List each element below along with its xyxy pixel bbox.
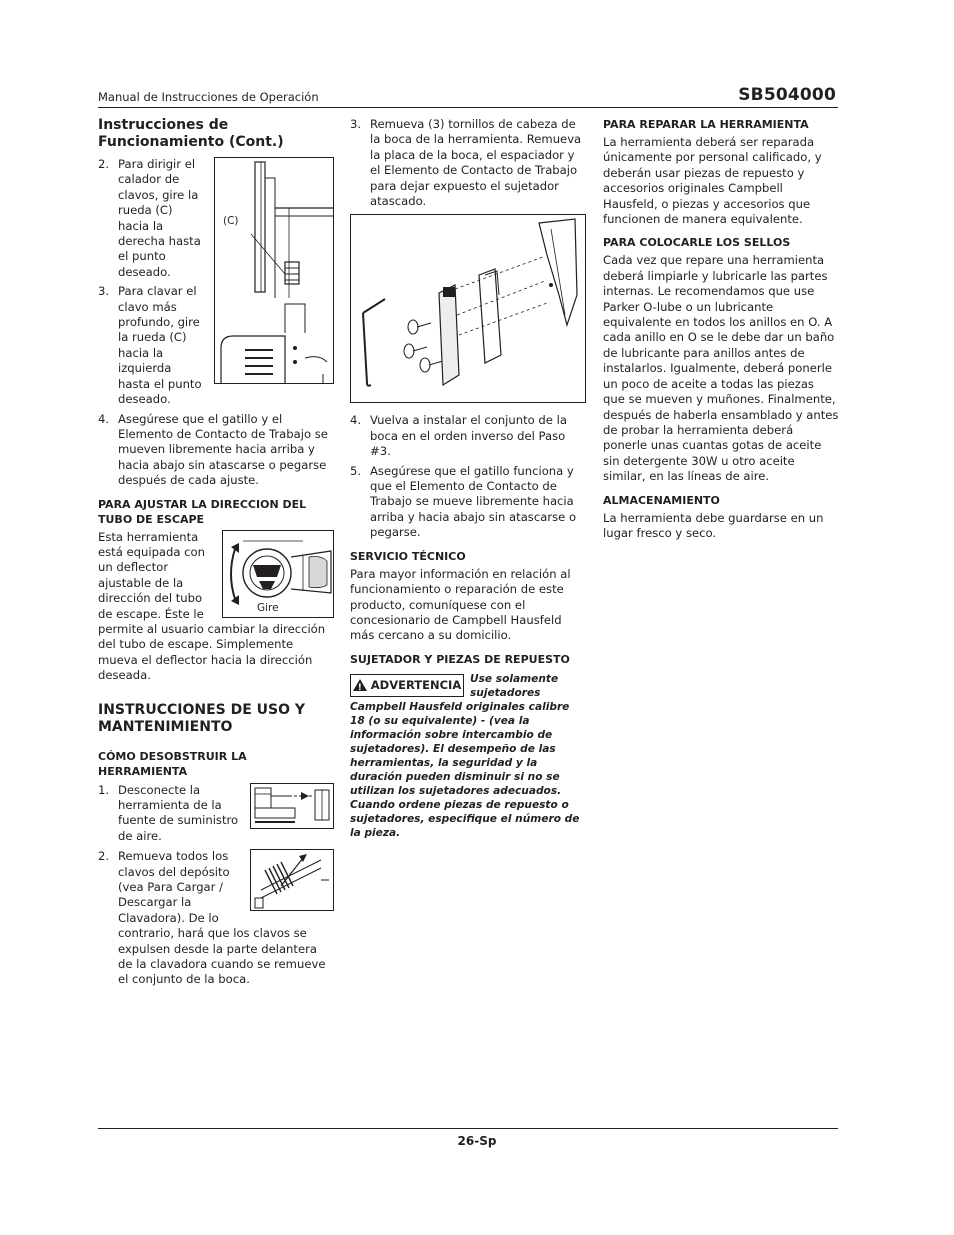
- list-item: 3. Para clavar el clavo más profundo, gire la rueda (C) hacia la izquierda hasta el punto deseado.: [98, 284, 202, 407]
- exhaust-heading: PARA AJUSTAR LA DIRECCION DEL TUBO DE ESCAPE: [98, 497, 307, 526]
- manual-title: Manual de Instrucciones de Operación: [98, 90, 319, 104]
- storage-text: La herramienta debe guardarse en un lugar fresco y seco.: [603, 510, 824, 540]
- list-item: 1. Desconecte la herramienta de la fuente de suministro de aire.: [98, 782, 239, 843]
- exhaust-text: Esta herramienta está equipada con un deflector ajustable de la dirección del tubo de escape. Éste le permite al usuario cambiar la dirección del tubo de escape. Simplemente mueva el deflector hacia la dirección deseada.: [98, 529, 326, 683]
- model-number: SB504000: [738, 85, 836, 105]
- list-item: 2. Para dirigir el calador de clavos, gire la rueda (C) hacia la derecha hasta el punto deseado.: [98, 157, 201, 279]
- list-item: 3. Remueva (3) tornillos de cabeza de la boca de la herramienta. Remueva la placa de la boca, el espaciador y el Elemento de Contacto de Trabajo para dejar expuesto el sujetador atascado.: [350, 117, 582, 209]
- service-text: Para mayor información en relación al funcionamiento o reparación de este producto, comuníquese con el concesionario de Campbell Hausfeld más cercano a su domicilio.: [350, 566, 571, 643]
- list-item: 5. Asegúrese que el gatillo funciona y que el Elemento de Contacto de Trabajo se mueve libremente hacia arriba y hacia abajo sin atascarse o pegarse.: [350, 463, 577, 540]
- warning-badge: [350, 674, 464, 697]
- nosepiece-exploded-figure: [350, 214, 586, 403]
- column-3: [603, 117, 839, 541]
- use-maintenance-heading: INSTRUCCIONES DE USO Y MANTENIMIENTO: [98, 701, 306, 735]
- exhaust-deflector-figure: [222, 530, 334, 618]
- figure-label-c: (C): [223, 215, 239, 227]
- list-item: 2. Remueva todos los clavos del depósito (vea Para Cargar / Descargar la Clavadora). De lo contrario, hará que los clavos se expulsen desde la parte delantera de la clavadora cuando se remueve el conjunto de la boca.: [98, 849, 326, 987]
- section-title: Instrucciones de Funcionamiento (Cont.): [98, 117, 284, 150]
- warning-triangle-icon: !: [353, 679, 367, 691]
- depth-wheel-figure: [214, 157, 334, 384]
- parts-heading: SUJETADOR Y PIEZAS DE REPUESTO: [350, 652, 570, 666]
- service-heading: SERVICIO TÉCNICO: [350, 549, 466, 563]
- list-item: 4. Asegúrese que el gatillo y el Elemento de Contacto de Trabajo se mueven libremente hacia arriba y hacia abajo sin atascarse o pegarse después de cada ajuste.: [98, 411, 328, 488]
- footer-rule: [98, 1128, 838, 1129]
- storage-heading: ALMACENAMIENTO: [603, 493, 720, 507]
- column-1: [98, 117, 334, 988]
- unjam-heading: CÓMO DESOBSTRUIR LA HERRAMIENTA: [98, 749, 247, 778]
- column-2: [350, 117, 586, 840]
- list-item: 4. Vuelva a instalar el conjunto de la boca en el orden inverso del Paso #3.: [350, 413, 567, 459]
- warning-label: ADVERTENCIA: [370, 677, 462, 692]
- seals-heading: PARA COLOCARLE LOS SELLOS: [603, 236, 791, 250]
- warning-text: Use solamente sujetadores Campbell Hausfeld originales calibre 18 (o su equivalente) - (vea la información sobre intercambio de sujetadores). El desempeño de las herramientas, la seguridad y la duración pueden disminuir si no se utilizan los sujetadores adecuados. Cuando ordene piezas de repuesto o sujetadores, especifique el número de la pieza.: [350, 672, 580, 839]
- seals-text: Cada vez que repare una herramienta deberá limpiarle y lubricarle las partes internas. Le recomendamos que use Parker O-lube o un lubricante equivalente en todos los anillos en O. A cada anillo en O se le debe dar un baño de lubricante para anillos antes de instalarlos. Igualmente, deberá ponerle un poco de aceite a todas las piezas que se mueven y muñones. Finalmente, después de haberla ensamblado y antes de probar la herramienta deberá ponerle unas cuantas gotas de aceite sin detergente 30W u otro aceite similar, en las líneas de aire.: [603, 253, 839, 484]
- figure-label-gire: Gire: [257, 601, 279, 614]
- repair-text: La herramienta deberá ser reparada únicamente por personal calificado, y deberán usar piezas de repuesto y accesorios originales Campbell Hausfeld, o piezas y accesorios que funcionen de manera equivalente.: [603, 135, 822, 227]
- header-rule: [98, 107, 838, 108]
- page-number: 26-Sp: [457, 1134, 497, 1148]
- repair-heading: PARA REPARAR LA HERRAMIENTA: [603, 118, 809, 131]
